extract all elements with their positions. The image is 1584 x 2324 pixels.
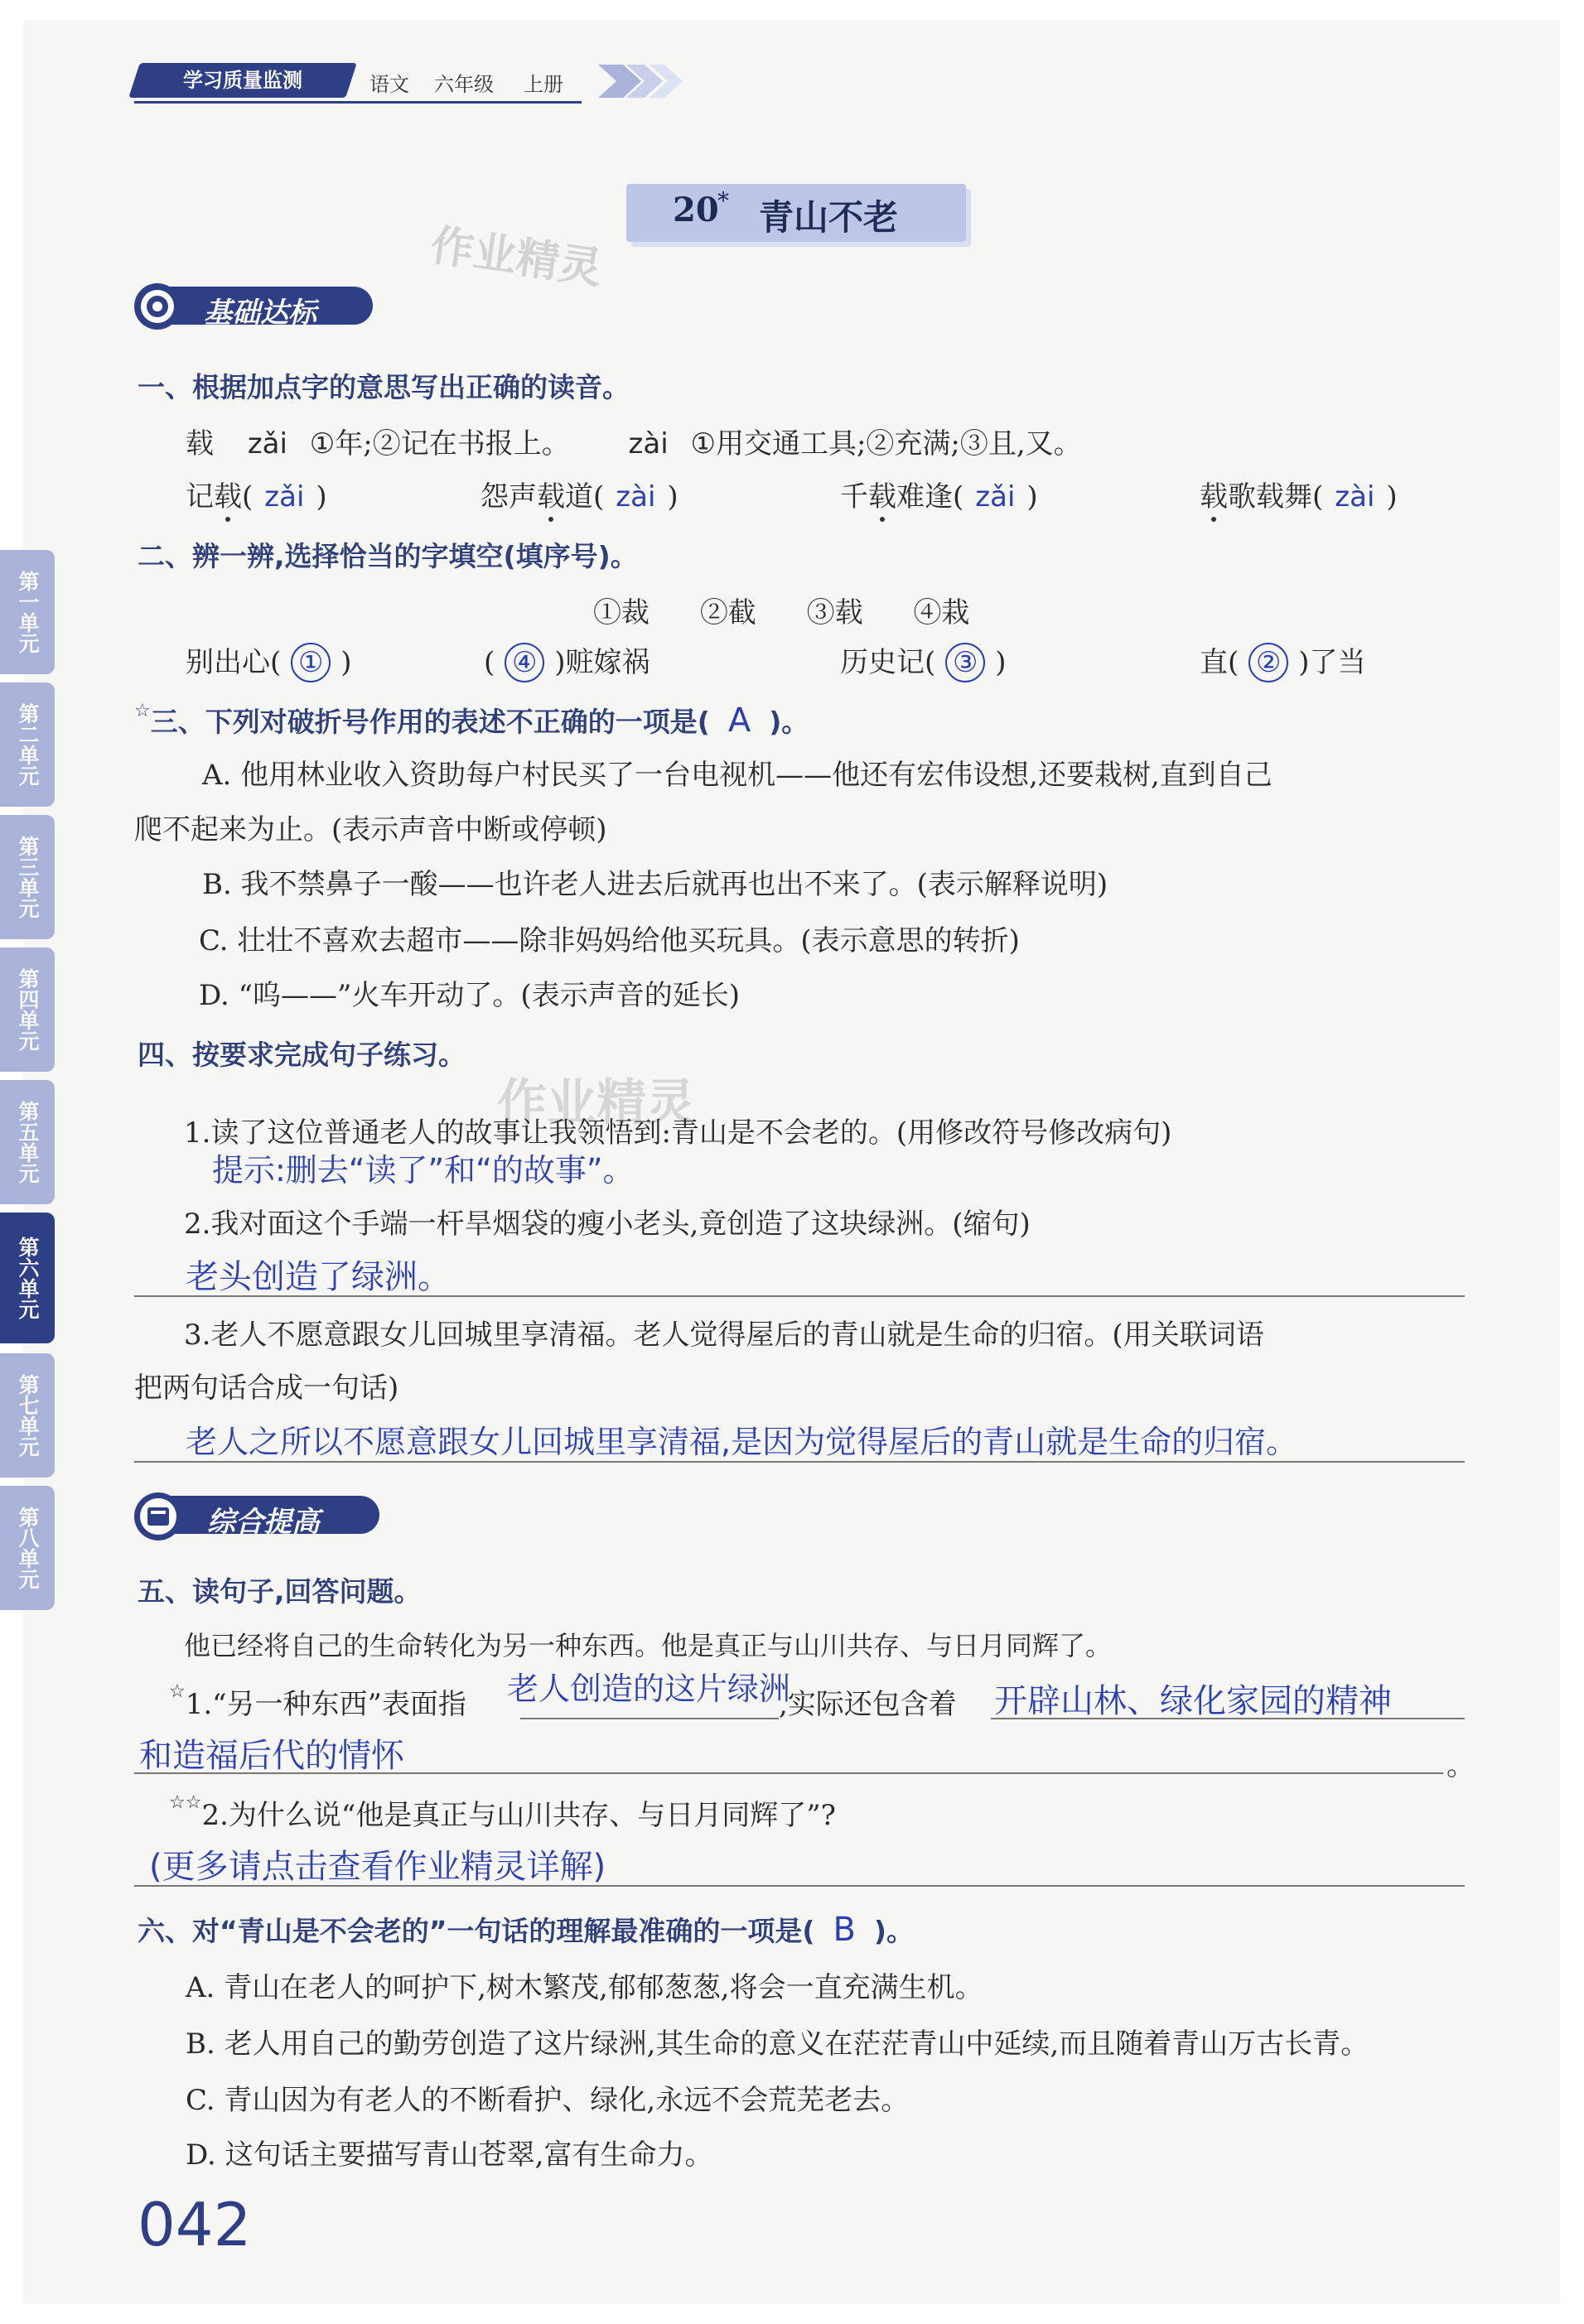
q1-answer: zài [1335, 480, 1375, 513]
lesson-title-banner [626, 184, 966, 242]
subject-label: 语文 [369, 73, 409, 96]
section-basic-title: 基础达标 [204, 297, 316, 330]
q1-char: 载 [186, 427, 214, 460]
q1-item: 千载难逢( zǎi ) [840, 480, 1038, 513]
tab-unit-3[interactable]: 第三单元 [0, 815, 55, 939]
difficulty-star-icon: ☆☆ [169, 1792, 202, 1813]
q1-reading1: zǎi [247, 427, 287, 460]
tab-unit-8[interactable]: 第八单元 [0, 1486, 55, 1610]
q1-meaning2: ①用交通工具;②充满;③且,又。 [690, 427, 1082, 460]
volume-label: 上册 [524, 73, 563, 96]
q3-option-a-line1: A. 他用林业收入资助每户村民买了一台电视机——他还有宏伟设想,还要栽树,直到自己 [202, 759, 1273, 792]
q5-sub2-answer: (更多请点击查看作业精灵详解) [149, 1848, 606, 1886]
q4-answer-1: 提示:删去“读了”和“的故事”。 [212, 1152, 635, 1189]
header-underline [134, 101, 582, 104]
section-basic-header [133, 282, 374, 328]
q2-options: ①裁 ②截 ③载 ④栽 [593, 596, 970, 629]
q6-option-d: D. 这句话主要描写青山苍翠,富有生命力。 [186, 2138, 713, 2172]
q5-sub1-answer1: 老人创造的这片绿洲 [507, 1671, 791, 1707]
difficulty-star-icon: ☆ [169, 1681, 186, 1702]
watermark-top: 作业精灵 [427, 220, 606, 295]
q6-answer: B [833, 1911, 856, 1949]
q4-sentence-3-line1: 3.老人不愿意跟女儿回城里享清福。老人觉得屋后的青山就是生命的归宿。(用关联词语 [184, 1319, 1264, 1352]
q2-item: 别出心( ① ) [186, 639, 352, 682]
header-bar [134, 61, 681, 104]
q2-title: 二、辨一辨,选择恰当的字填空(填序号)。 [138, 540, 638, 572]
q2-item: 历史记( ③ ) [840, 639, 1007, 682]
q1-meaning1: ①年;②记在书报上。 [309, 427, 570, 460]
grade-label: 六年级 [434, 73, 494, 96]
q2-answer: ② [1248, 643, 1288, 682]
difficulty-star-icon: ☆ [134, 701, 151, 721]
q1-item: 记载( zǎi ) [186, 480, 327, 513]
lesson-title: 青山不老 [759, 197, 899, 238]
q5-sub1-blank2-line [991, 1718, 1465, 1719]
q1-reading2: zài [628, 427, 669, 460]
q3-title: ☆三、下列对破折号作用的表述不正确的一项是( A )。 [134, 701, 809, 740]
q1-item: 载歌载舞( zài ) [1200, 480, 1398, 513]
book-icon [133, 1491, 184, 1542]
q6-option-b: B. 老人用自己的勤劳创造了这片绿洲,其生命的意义在茫茫青山中延续,而且随着青山万古长青。 [186, 2027, 1369, 2061]
q1-item: 怨声载道( zài ) [481, 480, 679, 513]
q1-answer: zǎi [975, 480, 1016, 513]
q5-sub1-mid: ,实际还包含着 [779, 1688, 957, 1721]
tab-unit-7[interactable]: 第七单元 [0, 1353, 55, 1478]
q5-sub1-end: 。 [1446, 1749, 1475, 1782]
q2-item: 直( ② )了当 [1200, 639, 1366, 682]
tab-unit-4[interactable]: 第四单元 [0, 947, 55, 1072]
q4-answer-line-2 [134, 1295, 1465, 1297]
q1-title: 一、根据加点字的意思写出正确的读音。 [138, 371, 630, 403]
q1-answer: zǎi [264, 480, 305, 513]
section-improve-title: 综合提高 [207, 1506, 320, 1539]
q5-sub1-blank1-line [520, 1718, 779, 1719]
series-label: 学习质量监测 [183, 69, 302, 92]
q2-answer: ③ [945, 643, 985, 682]
q4-sentence-2: 2.我对面这个手端一杆旱烟袋的瘦小老头,竟创造了这块绿洲。(缩句) [184, 1208, 1031, 1241]
q6-option-a: A. 青山在老人的呵护下,树木繁茂,郁郁葱葱,将会一直充满生机。 [186, 1971, 983, 2004]
q4-answer-line-3 [134, 1461, 1465, 1463]
q5-sub1-answer3: 和造福后代的情怀 [139, 1737, 404, 1775]
q5-sentence: 他已经将自己的生命转化为另一种东西。他是真正与山川共存、与日月同辉了。 [184, 1630, 1113, 1661]
q1-definition [186, 421, 1082, 461]
q5-sub1-blank3-line [134, 1772, 1443, 1774]
q6-option-c: C. 青山因为有老人的不断看护、绿化,永远不会荒芜老去。 [186, 2084, 910, 2117]
lesson-number: 20 [673, 190, 719, 229]
q1-answer: zài [616, 480, 656, 513]
q3-option-c: C. 壮壮不喜欢去超市——除非妈妈给他买玩具。(表示意思的转折) [199, 924, 1020, 957]
tab-unit-2[interactable]: 第二单元 [0, 682, 55, 807]
q3-option-a-line2: 爬不起来为止。(表示声音中断或停顿) [134, 813, 607, 846]
q2-answer: ④ [505, 643, 544, 682]
watermark-middle: 作业精灵 [497, 1074, 696, 1132]
q3-option-d: D. “呜——”火车开动了。(表示声音的延长) [199, 979, 740, 1012]
q6-title: 六、对“青山是不会老的”一句话的理解最准确的一项是( B )。 [138, 1911, 915, 1949]
q3-option-b: B. 我不禁鼻子一酸——也许老人进去后就再也出不来了。(表示解释说明) [202, 868, 1108, 901]
q3-answer: A [727, 702, 751, 740]
q4-answer-3: 老人之所以不愿意跟女儿回城里享清福,是因为觉得屋后的青山就是生命的归宿。 [186, 1424, 1298, 1460]
q4-title: 四、按要求完成句子练习。 [138, 1039, 466, 1071]
q2-item: ( ④ )赃嫁祸 [484, 639, 650, 682]
q5-sub1-answer2: 开辟山林、绿化家园的精神 [994, 1682, 1392, 1720]
q5-sub1: ☆1.“另一种东西”表面指 [169, 1681, 466, 1721]
q2-answer: ① [291, 643, 331, 682]
tab-unit-5[interactable]: 第五单元 [0, 1080, 55, 1204]
tab-unit-6[interactable]: 第六单元 [0, 1213, 55, 1343]
target-icon [133, 282, 182, 331]
q5-title: 五、读句子,回答问题。 [138, 1575, 422, 1608]
q5-sub2: ☆☆2.为什么说“他是真正与山川共存、与日月同辉了”? [169, 1792, 836, 1832]
section-improve-header [133, 1491, 381, 1539]
q4-sentence-3-line2: 把两句话合成一句话) [134, 1372, 399, 1405]
series-badge [128, 63, 357, 98]
tab-unit-1[interactable]: 第一单元 [0, 550, 55, 674]
page-number: 042 [138, 2190, 252, 2259]
q4-sentence-1: 1.读了这位普通老人的故事让我领悟到:青山是不会老的。(用修改符号修改病句) [184, 1116, 1172, 1150]
q5-sub2-line [134, 1885, 1465, 1887]
chevron-decoration-icon [598, 61, 689, 101]
q4-answer-2: 老头创造了绿洲。 [186, 1258, 451, 1296]
lesson-star: * [717, 187, 729, 215]
